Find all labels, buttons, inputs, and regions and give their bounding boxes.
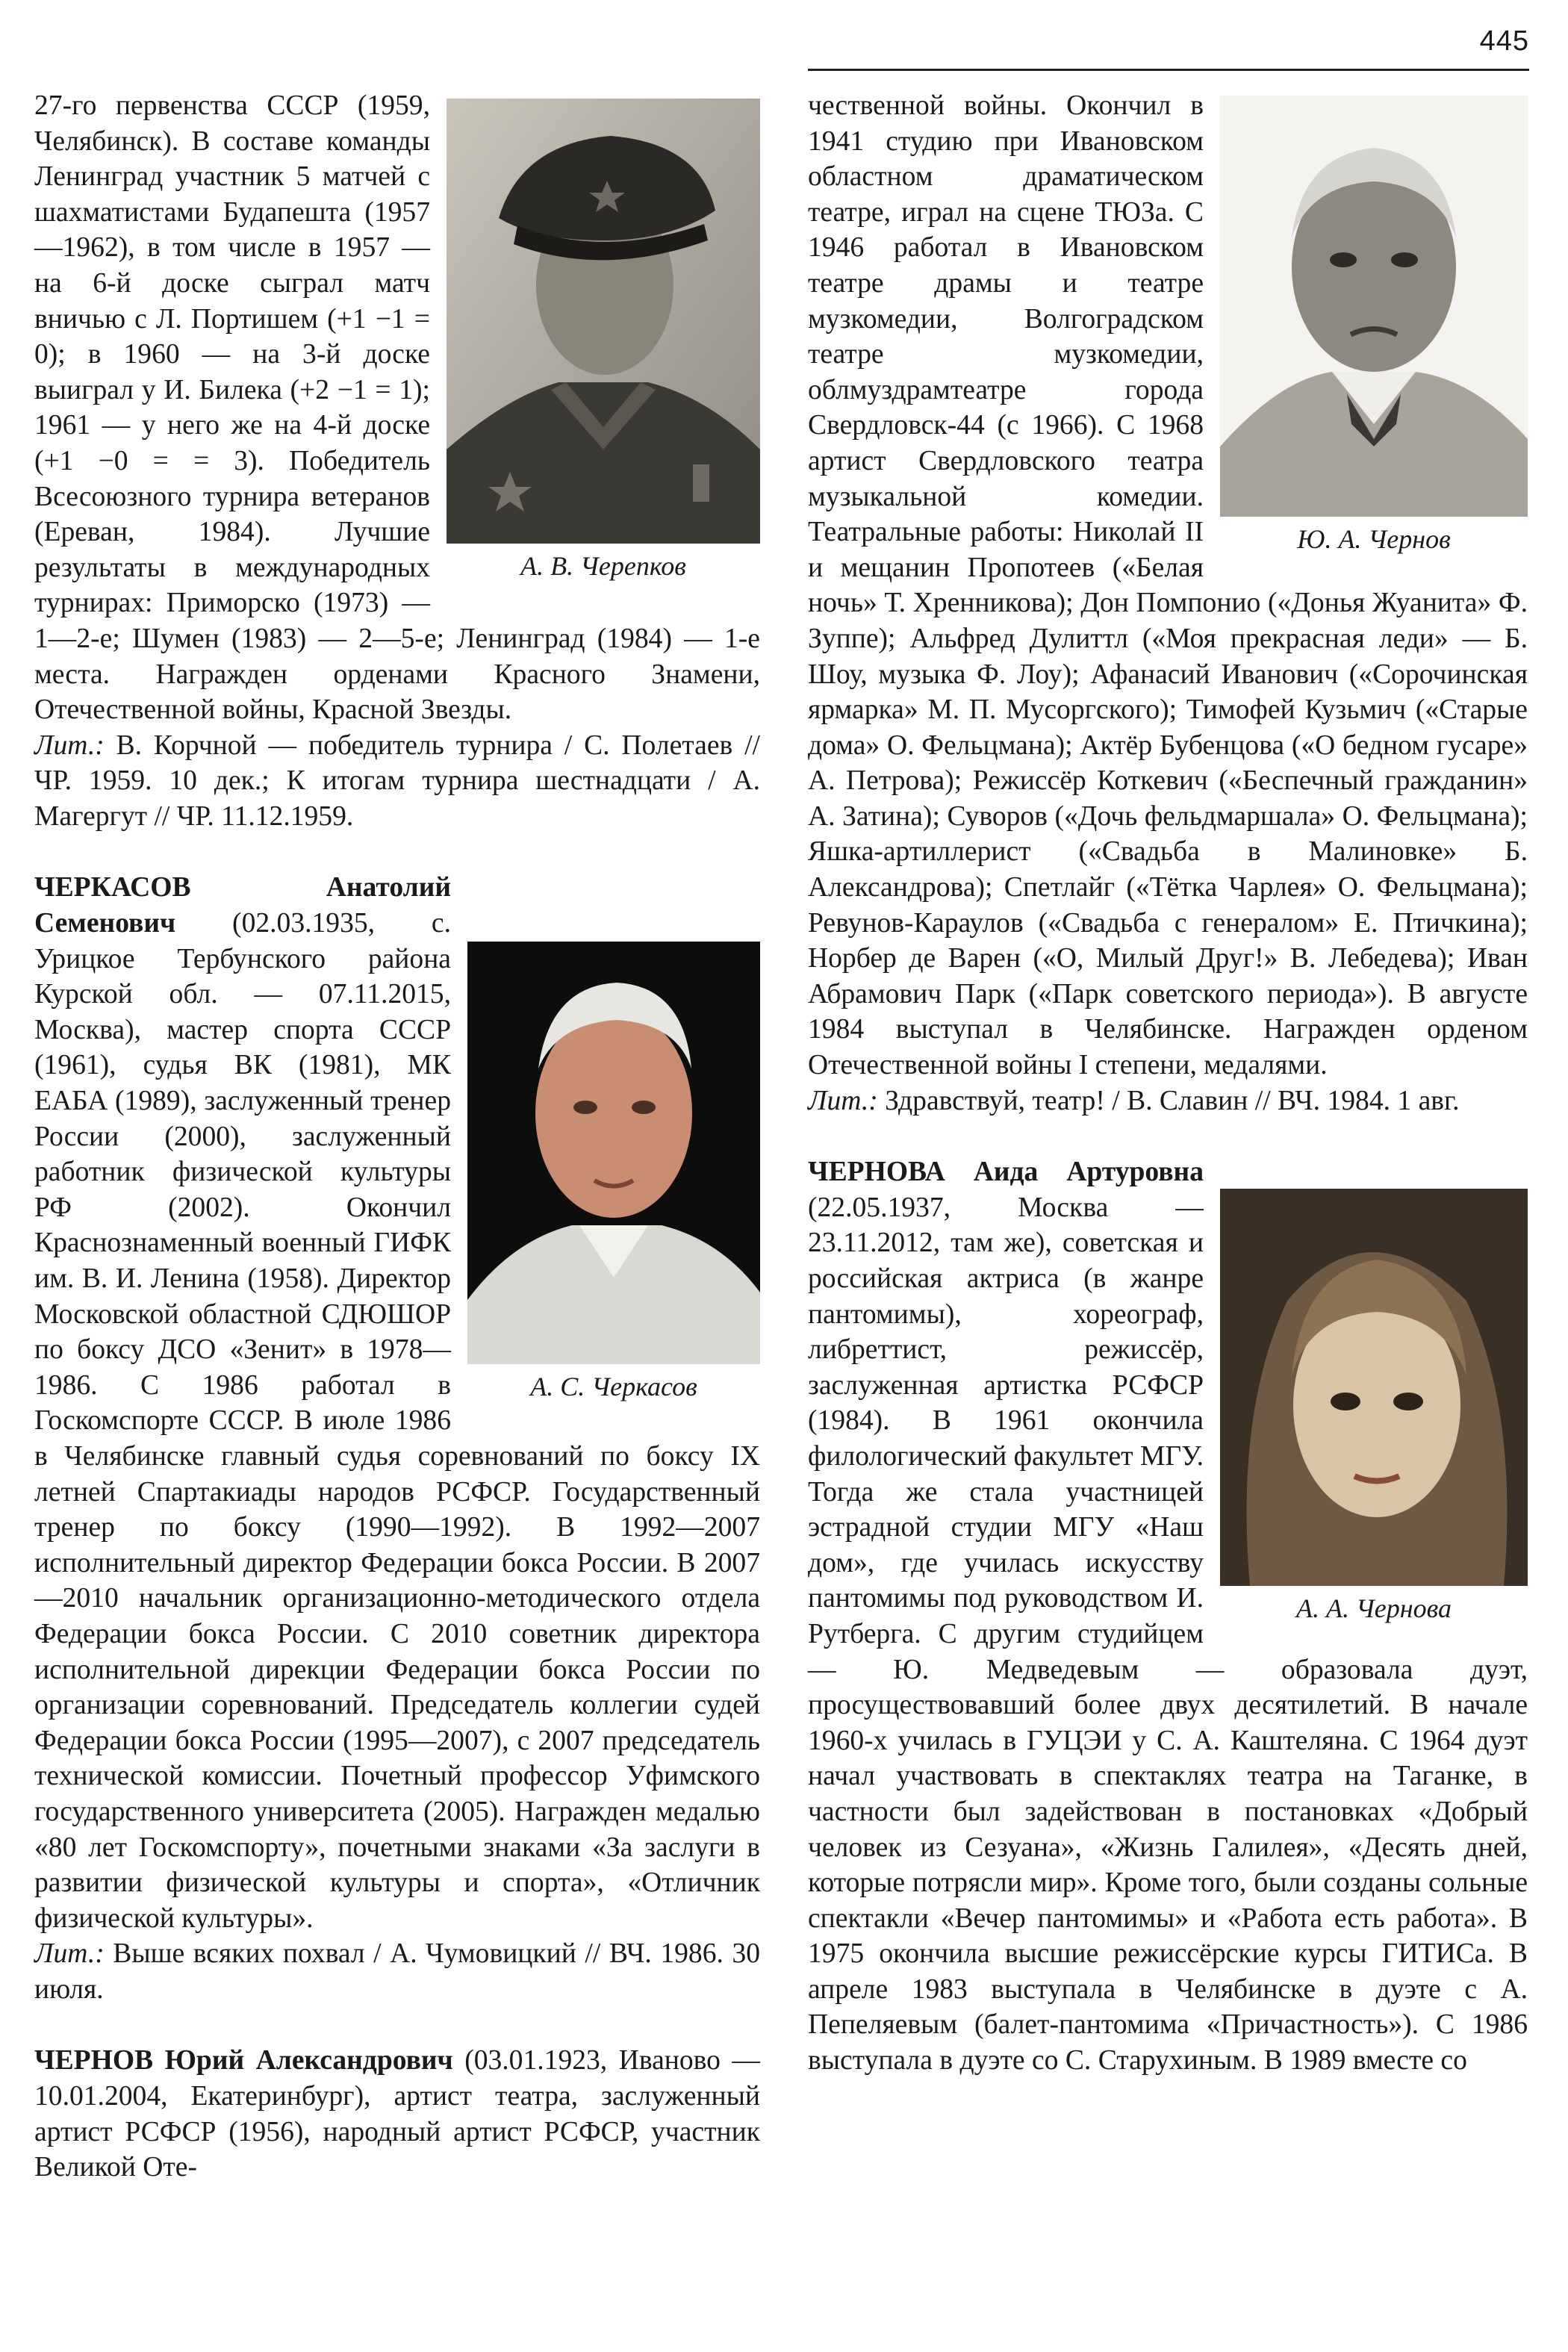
cherkasov-lit bbox=[34, 1936, 760, 2007]
cherepkov-lit bbox=[34, 728, 760, 835]
chernova-photo bbox=[1220, 1189, 1528, 1586]
chernov-lit bbox=[808, 1083, 1528, 1119]
cherkasov-heading: ЧЕРКАСОВ Анатолий Семенович bbox=[34, 872, 451, 939]
page-number: 445 bbox=[1479, 25, 1529, 57]
chernov-figure bbox=[1220, 96, 1528, 556]
right-column bbox=[808, 88, 1528, 2079]
lit-label: Лит.: bbox=[34, 729, 105, 761]
left-column bbox=[34, 88, 760, 2185]
chernova-text: (22.05.1937, Москва — 23.11.2012, там же), советская и российская актриса (в жанре пантомимы), хореограф, либреттист, режиссёр, заслуженная артистка РСФСР (1984). В 1961 окончила филологический факультет МГУ. Тогда же стала участницей эстрадной студии МГУ «Наш дом», где училась искусству пантомимы под руководством И. Рутберга. С другим студийцем — Ю. Медведевым — образовала дуэт, просуществовавший более двух десятилетий. В начале 1960-х училась в ГУЦЭИ у С. А. Каштеляна. С 1964 дуэт начал участвовать в спектаклях театра на Таганке, в частности был задействован в постановках «Добрый человек из Сезуана», «Жизнь Галилея», «Десять дней, которые потрясли мир». Кроме того, были созданы сольные спектакли «Вечер пантомимы» и «Работа есть работа». В 1975 окончила высшие режиссёрские курсы ГИТИСа. В апреле 1983 выступала в Челябинске в дуэте с А. Пепеляевым (балет-пантомима «Причастность»). С 1986 выступала в дуэте со С. Старухиным. В 1989 вместе со bbox=[808, 1192, 1528, 2076]
cherkasov-photo bbox=[467, 942, 760, 1364]
chernov-lit-text: Здравствуй, театр! / В. Славин // ВЧ. 1984. 1 авг. bbox=[877, 1085, 1460, 1116]
cherepkov-lit-text: В. Корчной — победитель турнира / С. Полетаев // ЧР. 1959. 10 дек.; К итогам турнира шестнадцати / А. Магергут // ЧР. 11.12.1959. bbox=[34, 729, 760, 832]
cherkasov-figure bbox=[467, 942, 760, 1403]
cherepkov-photo bbox=[447, 99, 760, 544]
header-rule bbox=[808, 69, 1529, 71]
cherkasov-caption: А. С. Черкасов bbox=[530, 1372, 697, 1402]
cherkasov-lit-text: Выше всяких похвал / А. Чумовицкий // ВЧ. 1986. 30 июля. bbox=[34, 1938, 760, 2005]
chernov-entry bbox=[34, 2043, 760, 2185]
chernov-text-start: (03.01.1923, Иваново — 10.01.2004, Екатеринбург), артист театра, заслуженный артист РСФСР (1956), народный артист РСФСР, участник Великой Оте- bbox=[34, 2045, 760, 2183]
chernov-photo bbox=[1220, 96, 1528, 517]
chernov-heading: ЧЕРНОВ Юрий Александрович bbox=[34, 2045, 453, 2076]
chernov-caption: Ю. А. Чернов bbox=[1297, 524, 1451, 554]
chernova-heading: ЧЕРНОВА Аида Артуровна bbox=[808, 1157, 1204, 1188]
cherepkov-text: 27-го первенства СССР (1959, Челябинск). В составе команды Ленинград участник 5 матчей с шахматистами Будапешта (1957—1962), в том числе в 1957 — на 6-й доске сыграл матч вничью с Л. Портишем (+1 −1 = 0); в 1960 — на 3-й доске выиграл у И. Билека (+2 −1 = 1); 1961 — у него же на 4-й доске (+1 −0 = = 3). Победитель Всесоюзного турнира ветеранов (Ереван, 1984). Лучшие результаты в международных турнирах: Приморско (1973) — 1—2-е; Шумен (1983) — 2—5-е; Ленинград (1984) — 1-е места. Награжден орденами Красного Знамени, Отечественной войны, Красной Звезды. bbox=[34, 90, 760, 726]
lit-label: Лит.: bbox=[808, 1085, 878, 1116]
chernova-caption: А. А. Чернова bbox=[1295, 1593, 1452, 1624]
cherkasov-text: (02.03.1935, с. Урицкое Тербунского района Курской обл. — 07.11.2015, Москва), мастер спорта СССР (1961), судья ВК (1981), МК ЕАБА (1989), заслуженный тренер России (2000), заслуженный работник физической культуры РФ (2002). Окончил Краснознаменный военный ГИФК им. В. И. Ленина (1958). Директор Московской областной СДЮШОР по боксу ДСО «Зенит» в 1978—1986. С 1986 работал в Госкомспорте СССР. В июле 1986 в Челябинске главный судья соревнований по боксу IX летней Спартакиады народов РСФСР. Государственный тренер по боксу (1990—1992). В 1992—2007 исполнительный директор Федерации бокса России. В 2007—2010 начальник организационно-методического отдела Федерации бокса России. С 2010 советник директора исполнительной дирекции Федерации бокса России по организации соревнований. Председатель коллегии судей Федерации бокса России (1995—2007), с 2007 председатель технической комиссии. Почетный профессор Уфимского государственного университета (2005). Награжден медалью «80 лет Госкомспорту», почетными знаками «За заслуги в развитии физической культуры и спорта», «Отличник физической культуры». bbox=[34, 908, 760, 1934]
cherepkov-figure bbox=[447, 99, 760, 582]
chernov-text-cont: чественной войны. Окончил в 1941 студию при Ивановском областном драматическом театре, играл на сцене ТЮЗа. С 1946 работал в Ивановском театре драмы и театре музкомедии, Волгоградском театре музкомедии, облмуздрамтеатре города Свердловск-44 (с 1966). С 1968 артист Свердловского театра музыкальной комедии. Театральные работы: Николай II и мещанин Пропотеев («Белая ночь» Т. Хренникова); Дон Помпонио («Донья Жуанита» Ф. Зуппе); Альфред Дулиттл («Моя прекрасная леди» — Б. Шоу, музыка Ф. Лоу); Афанасий Иванович («Сорочинская ярмарка» М. П. Мусоргского); Тимофей Кузьмич («Старые дома» О. Фельцмана); Актёр Бубенцова («О бедном гусаре» А. Петрова); Режиссёр Коткевич («Беспечный гражданин» А. Затина); Суворов («Дочь фельдмаршала» О. Фельцмана); Яшка-артиллерист («Свадьба в Малиновке» Б. Александрова); Спетлайг («Тётка Чарлея» О. Фельцмана); Ревунов-Караулов («Свадьба с генералом» Е. Птичкина); Норбер де Варен («О, Милый Друг!» В. Лебедева); Иван Абрамович Парк («Парк советского периода»). В августе 1984 выступал в Челябинске. Награжден орденом Отечественной войны I степени, медалями. bbox=[808, 90, 1528, 1081]
cherepkov-caption: А. В. Черепков bbox=[520, 551, 686, 581]
lit-label: Лит.: bbox=[34, 1938, 105, 1970]
chernova-figure bbox=[1220, 1189, 1528, 1625]
